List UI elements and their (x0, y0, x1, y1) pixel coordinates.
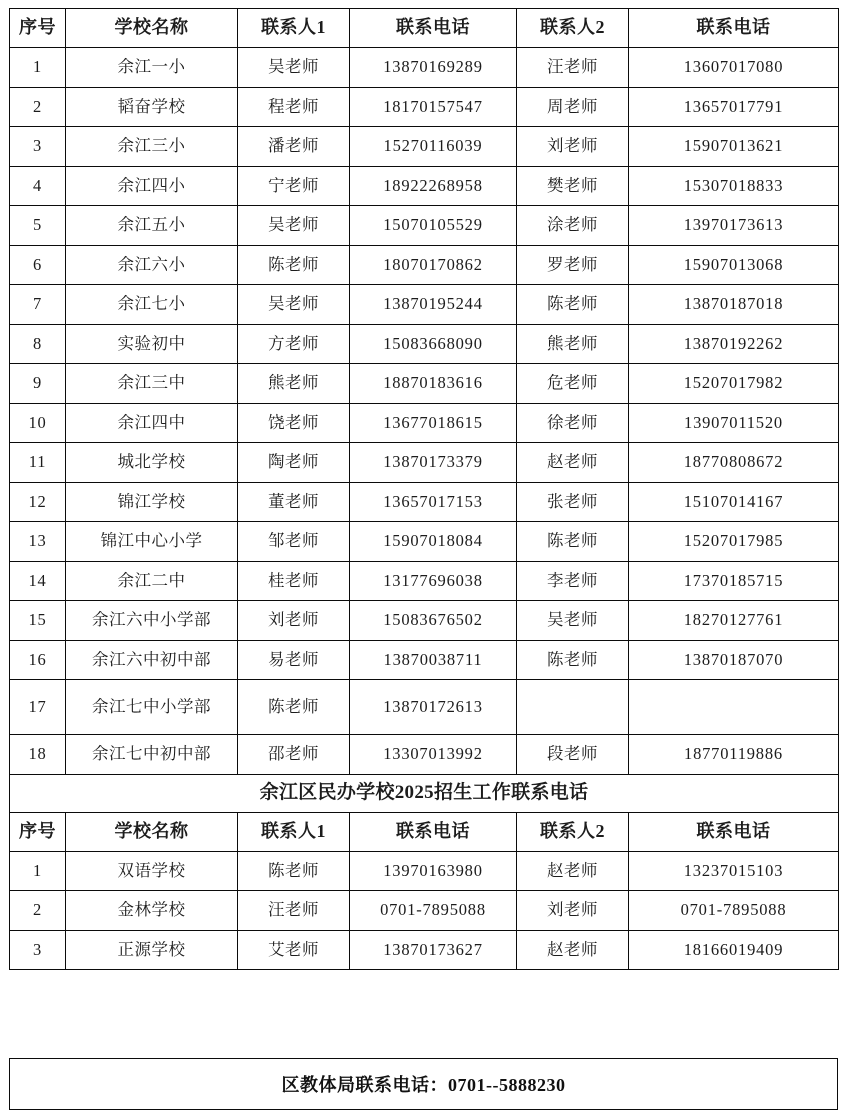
cell-contact1: 董老师 (238, 482, 350, 522)
cell-contact1: 陶老师 (238, 443, 350, 483)
cell-index: 8 (10, 324, 66, 364)
cell-school: 余江六小 (66, 245, 238, 285)
cell-phone2: 0701-7895088 (629, 891, 839, 931)
cell-school: 余江七中小学部 (66, 680, 238, 735)
column-header-phone1: 联系电话 (350, 812, 517, 851)
table-row (10, 403, 839, 443)
cell-phone1: 13870172613 (350, 680, 517, 735)
cell-contact1: 潘老师 (238, 127, 350, 167)
footer-row (10, 1059, 838, 1110)
cell-school: 余江六中小学部 (66, 601, 238, 641)
column-header-contact1: 联系人1 (238, 812, 350, 851)
cell-phone1: 15270116039 (350, 127, 517, 167)
cell-contact2: 涂老师 (517, 206, 629, 246)
cell-school: 余江三小 (66, 127, 238, 167)
cell-index: 9 (10, 364, 66, 404)
cell-index: 1 (10, 48, 66, 88)
cell-phone1: 13870195244 (350, 285, 517, 325)
cell-school: 余江四小 (66, 166, 238, 206)
cell-contact2: 樊老师 (517, 166, 629, 206)
cell-contact1: 宁老师 (238, 166, 350, 206)
cell-contact2: 周老师 (517, 87, 629, 127)
private-section-title-row (10, 774, 839, 812)
cell-phone1: 18170157547 (350, 87, 517, 127)
cell-phone2: 13237015103 (629, 851, 839, 891)
cell-phone1: 13870173627 (350, 930, 517, 970)
cell-contact1: 熊老师 (238, 364, 350, 404)
cell-contact2 (517, 680, 629, 735)
cell-index: 10 (10, 403, 66, 443)
cell-school: 实验初中 (66, 324, 238, 364)
cell-school: 余江四中 (66, 403, 238, 443)
cell-phone2: 13870192262 (629, 324, 839, 364)
table-row (10, 640, 839, 680)
cell-phone1: 13870173379 (350, 443, 517, 483)
cell-phone2: 13970173613 (629, 206, 839, 246)
cell-phone1: 13870169289 (350, 48, 517, 88)
cell-contact1: 程老师 (238, 87, 350, 127)
cell-phone1: 13307013992 (350, 735, 517, 775)
cell-contact1: 邵老师 (238, 735, 350, 775)
table-row (10, 930, 839, 970)
column-header-phone1: 联系电话 (350, 9, 517, 48)
table-row (10, 851, 839, 891)
cell-school: 锦江学校 (66, 482, 238, 522)
table-row (10, 561, 839, 601)
cell-school: 韬奋学校 (66, 87, 238, 127)
cell-phone1: 13970163980 (350, 851, 517, 891)
table-row (10, 522, 839, 562)
cell-phone2: 15207017985 (629, 522, 839, 562)
footer-contact-table (9, 1058, 838, 1110)
cell-phone1: 18922268958 (350, 166, 517, 206)
private-section-title: 余江区民办学校2025招生工作联系电话 (10, 774, 839, 812)
table-row (10, 680, 839, 735)
cell-index: 2 (10, 891, 66, 931)
cell-phone2: 15307018833 (629, 166, 839, 206)
table-row (10, 364, 839, 404)
cell-index: 12 (10, 482, 66, 522)
cell-phone2 (629, 680, 839, 735)
cell-school: 正源学校 (66, 930, 238, 970)
table-row (10, 482, 839, 522)
cell-contact2: 危老师 (517, 364, 629, 404)
cell-school: 余江五小 (66, 206, 238, 246)
table-row (10, 245, 839, 285)
cell-phone1: 15083668090 (350, 324, 517, 364)
column-header-phone2: 联系电话 (629, 812, 839, 851)
cell-index: 2 (10, 87, 66, 127)
cell-contact1: 饶老师 (238, 403, 350, 443)
cell-contact1: 陈老师 (238, 245, 350, 285)
cell-index: 18 (10, 735, 66, 775)
cell-contact1: 陈老师 (238, 680, 350, 735)
cell-contact1: 陈老师 (238, 851, 350, 891)
cell-phone1: 0701-7895088 (350, 891, 517, 931)
cell-contact1: 汪老师 (238, 891, 350, 931)
cell-phone1: 13657017153 (350, 482, 517, 522)
cell-phone2: 13607017080 (629, 48, 839, 88)
cell-phone1: 13870038711 (350, 640, 517, 680)
cell-school: 城北学校 (66, 443, 238, 483)
cell-phone2: 18770119886 (629, 735, 839, 775)
cell-phone2: 13657017791 (629, 87, 839, 127)
cell-index: 7 (10, 285, 66, 325)
cell-contact2: 刘老师 (517, 891, 629, 931)
cell-contact2: 张老师 (517, 482, 629, 522)
public-schools-body (10, 9, 839, 970)
table-row (10, 48, 839, 88)
cell-phone2: 15907013068 (629, 245, 839, 285)
cell-index: 1 (10, 851, 66, 891)
cell-contact1: 吴老师 (238, 285, 350, 325)
cell-contact2: 陈老师 (517, 285, 629, 325)
column-header-contact2: 联系人2 (517, 9, 629, 48)
cell-index: 14 (10, 561, 66, 601)
cell-phone2: 18770808672 (629, 443, 839, 483)
cell-contact2: 李老师 (517, 561, 629, 601)
cell-contact2: 罗老师 (517, 245, 629, 285)
cell-contact2: 赵老师 (517, 443, 629, 483)
table-row (10, 735, 839, 775)
cell-index: 13 (10, 522, 66, 562)
cell-phone2: 18166019409 (629, 930, 839, 970)
cell-school: 锦江中心小学 (66, 522, 238, 562)
cell-contact2: 汪老师 (517, 48, 629, 88)
cell-index: 5 (10, 206, 66, 246)
table-row (10, 601, 839, 641)
cell-contact1: 吴老师 (238, 48, 350, 88)
cell-phone2: 17370185715 (629, 561, 839, 601)
cell-index: 3 (10, 127, 66, 167)
cell-school: 余江七小 (66, 285, 238, 325)
cell-contact1: 艾老师 (238, 930, 350, 970)
table-row (10, 443, 839, 483)
cell-contact1: 刘老师 (238, 601, 350, 641)
cell-school: 余江六中初中部 (66, 640, 238, 680)
cell-school: 金林学校 (66, 891, 238, 931)
cell-phone2: 15107014167 (629, 482, 839, 522)
cell-phone2: 15907013621 (629, 127, 839, 167)
cell-school: 余江三中 (66, 364, 238, 404)
column-header-school: 学校名称 (66, 812, 238, 851)
cell-phone1: 15907018084 (350, 522, 517, 562)
cell-school: 余江一小 (66, 48, 238, 88)
column-header-contact1: 联系人1 (238, 9, 350, 48)
cell-contact1: 吴老师 (238, 206, 350, 246)
cell-index: 17 (10, 680, 66, 735)
table-row (10, 206, 839, 246)
cell-school: 余江七中初中部 (66, 735, 238, 775)
cell-phone1: 13177696038 (350, 561, 517, 601)
table-row (10, 285, 839, 325)
cell-index: 11 (10, 443, 66, 483)
cell-phone1: 15083676502 (350, 601, 517, 641)
public-schools-table (9, 8, 839, 970)
cell-contact1: 方老师 (238, 324, 350, 364)
cell-contact1: 易老师 (238, 640, 350, 680)
cell-phone1: 13677018615 (350, 403, 517, 443)
cell-phone2: 15207017982 (629, 364, 839, 404)
cell-phone1: 15070105529 (350, 206, 517, 246)
cell-index: 4 (10, 166, 66, 206)
table-row (10, 87, 839, 127)
private-table-header-row (10, 812, 839, 851)
cell-index: 6 (10, 245, 66, 285)
section-spacer (9, 970, 838, 1058)
column-header-phone2: 联系电话 (629, 9, 839, 48)
cell-contact2: 吴老师 (517, 601, 629, 641)
column-header-index: 序号 (10, 812, 66, 851)
bureau-contact-text: 区教体局联系电话：0701--5888230 (10, 1059, 838, 1110)
cell-phone2: 13870187018 (629, 285, 839, 325)
cell-phone1: 18070170862 (350, 245, 517, 285)
column-header-school: 学校名称 (66, 9, 238, 48)
cell-contact2: 熊老师 (517, 324, 629, 364)
public-table-header-row (10, 9, 839, 48)
cell-contact1: 桂老师 (238, 561, 350, 601)
cell-school: 双语学校 (66, 851, 238, 891)
table-row (10, 166, 839, 206)
cell-contact2: 赵老师 (517, 851, 629, 891)
column-header-contact2: 联系人2 (517, 812, 629, 851)
cell-phone2: 18270127761 (629, 601, 839, 641)
table-row (10, 324, 839, 364)
table-row (10, 891, 839, 931)
table-row (10, 127, 839, 167)
cell-contact2: 陈老师 (517, 640, 629, 680)
cell-contact2: 刘老师 (517, 127, 629, 167)
cell-index: 15 (10, 601, 66, 641)
cell-phone2: 13907011520 (629, 403, 839, 443)
cell-contact2: 徐老师 (517, 403, 629, 443)
cell-school: 余江二中 (66, 561, 238, 601)
cell-index: 16 (10, 640, 66, 680)
cell-contact2: 赵老师 (517, 930, 629, 970)
cell-index: 3 (10, 930, 66, 970)
column-header-index: 序号 (10, 9, 66, 48)
cell-phone2: 13870187070 (629, 640, 839, 680)
cell-phone1: 18870183616 (350, 364, 517, 404)
cell-contact2: 陈老师 (517, 522, 629, 562)
cell-contact1: 邹老师 (238, 522, 350, 562)
cell-contact2: 段老师 (517, 735, 629, 775)
